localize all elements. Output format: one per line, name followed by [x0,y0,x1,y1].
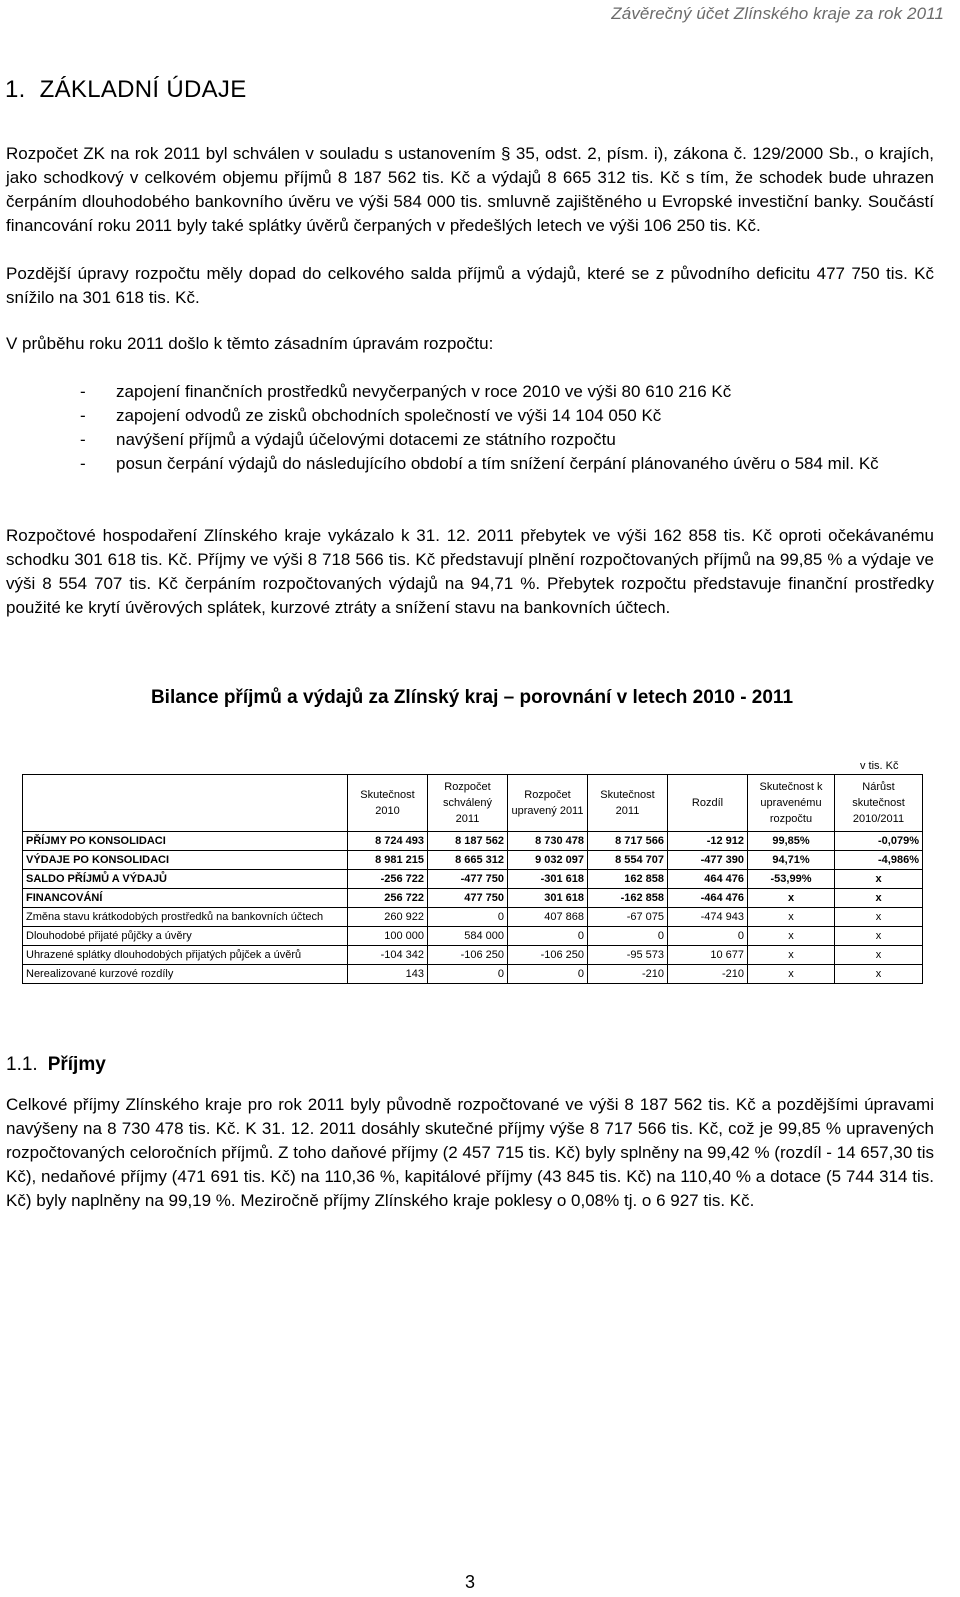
table-cell: 99,85% [748,832,835,851]
table-cell: 464 476 [668,870,748,889]
table-cell: -210 [588,965,668,984]
table-cell: 0 [428,965,508,984]
table-cell: 10 677 [668,946,748,965]
table-cell: 8 554 707 [588,851,668,870]
table-unit: v tis. Kč [860,760,899,772]
table-cell: -12 912 [668,832,748,851]
table-cell: 8 665 312 [428,851,508,870]
table-row [23,851,923,870]
section-heading [5,76,247,104]
table-cell: 8 981 215 [348,851,428,870]
table-header-cell: Skutečnost k upravenému rozpočtu [748,775,835,832]
paragraph-budget-result: Rozpočtové hospodaření Zlínského kraje vykázalo k 31. 12. 2011 přebytek ve výši 162 858 tis. Kč oproti očekávanému schodku 301 618 tis. Kč. Příjmy ve výši 8 718 566 tis. Kč představují plnění rozpočtovaných příjmů na 99,85 % a výdaje ve výši 8 554 707 tis. Kč čerpáním rozpočtovaných výdajů na 94,71 %. Přebytek rozpočtu představuje finanční prostředky použité ke krytí úvěrových splátek, kurzové ztráty a snížení stavu na bankovních účtech. [6,526,934,617]
table-cell: -477 750 [428,870,508,889]
table-cell: 0 [508,927,588,946]
table-row [23,908,923,927]
table-header-cell: Rozpočet upravený 2011 [508,775,588,832]
row-label: VÝDAJE PO KONSOLIDACI [23,851,348,870]
page-number: 3 [465,1572,476,1592]
table-cell: 407 868 [508,908,588,927]
table-row [23,965,923,984]
balance-table [22,774,923,984]
row-label: SALDO PŘÍJMŮ A VÝDAJŮ [23,870,348,889]
table-row [23,927,923,946]
table-cell: -464 476 [668,889,748,908]
table-cell: 0 [508,965,588,984]
row-label: PŘÍJMY PO KONSOLIDACI [23,832,348,851]
list-item: - navýšení příjmů a výdajů účelovými dotacemi ze státního rozpočtu [6,428,934,452]
table-header-cell [23,775,348,832]
table-header-cell: Nárůst skutečnost 2010/2011 [835,775,923,832]
table-cell: -477 390 [668,851,748,870]
paragraph-revenue: Celkové příjmy Zlínského kraje pro rok 2011 byly původně rozpočtované ve výši 8 187 562 tis. Kč a pozdějšími úpravami navýšeny na 8 730 478 tis. Kč. K 31. 12. 2011 dosáhly skutečné příjmy výše 8 717 566 tis. Kč, což je 99,85 % upravených rozpočtovaných celoročních příjmů. Z toho daňové příjmy (2 457 715 tis. Kč) byly splněny na 99,42 % (rozdíl - 14 657,30 tis Kč), nedaňové příjmy (471 691 tis. Kč) na 110,36 %, kapitálové příjmy (43 845 tis. Kč) na 110,40 % a dotace (5 744 314 tis. Kč) byly naplněny na 99,19 %. Meziročně příjmy Zlínského kraje poklesy o 0,08% tj. o 6 927 tis. Kč. [6,1095,934,1210]
table-cell: -104 342 [348,946,428,965]
table-cell: 0 [668,927,748,946]
table-cell: 8 187 562 [428,832,508,851]
table-cell: x [835,946,923,965]
table-cell: 584 000 [428,927,508,946]
subsection-heading [6,1054,106,1076]
table-cell: 162 858 [588,870,668,889]
table-cell: x [835,889,923,908]
table-cell: -106 250 [508,946,588,965]
table-cell: 0 [588,927,668,946]
paragraph-budget-changes: Pozdější úpravy rozpočtu měly dopad do celkového salda příjmů a výdajů, které se z původního deficitu 477 750 tis. Kč snížilo na 301 618 tis. Kč. [6,264,934,307]
table-cell: -301 618 [508,870,588,889]
table-cell: x [748,889,835,908]
table-cell: x [835,908,923,927]
list-item: - zapojení odvodů ze zisků obchodních společností ve výši 14 104 050 Kč [6,404,934,428]
table-cell: -0,079% [835,832,923,851]
table-cell: -256 722 [348,870,428,889]
table-cell: x [748,946,835,965]
table-cell: -162 858 [588,889,668,908]
paragraph-adjustments-intro: V průběhu roku 2011 došlo k těmto zásadním úpravám rozpočtu: [6,334,494,353]
table-row [23,889,923,908]
row-label: Dlouhodobé přijaté půjčky a úvěry [23,927,348,946]
table-cell: -53,99% [748,870,835,889]
row-label: FINANCOVÁNÍ [23,889,348,908]
table-cell: 260 922 [348,908,428,927]
row-label: Nerealizované kurzové rozdíly [23,965,348,984]
table-row [23,832,923,851]
table-cell: x [748,965,835,984]
table-cell: 9 032 097 [508,851,588,870]
list-dash: - [80,454,86,473]
table-cell: 8 730 478 [508,832,588,851]
table-cell: 94,71% [748,851,835,870]
table-row [23,870,923,889]
table-cell: 100 000 [348,927,428,946]
table-cell: 143 [348,965,428,984]
table-cell: -4,986% [835,851,923,870]
table-header-cell: Rozdíl [668,775,748,832]
table-cell: x [835,965,923,984]
list-dash: - [80,382,86,401]
table-title: Bilance příjmů a výdajů za Zlínský kraj – porovnání v letech 2010 - 2011 [150,687,794,708]
table-header-cell: Rozpočet schválený 2011 [428,775,508,832]
table-cell: x [748,927,835,946]
table-cell: 301 618 [508,889,588,908]
table-header-row [23,775,923,832]
table-header-cell: Skutečnost 2010 [348,775,428,832]
table-cell: -95 573 [588,946,668,965]
list-dash: - [80,406,86,425]
subsection-number: 1.1. [6,1054,38,1075]
section-number: 1. [5,76,26,103]
row-label: Uhrazené splátky dlouhodobých přijatých půjček a úvěrů [23,946,348,965]
table-cell: 0 [428,908,508,927]
table-cell: x [748,908,835,927]
table-cell: 8 717 566 [588,832,668,851]
table-row [23,946,923,965]
table-cell: 8 724 493 [348,832,428,851]
row-label: Změna stavu krátkodobých prostředků na bankovních účtech [23,908,348,927]
adjustments-list [6,380,934,476]
table-cell: 256 722 [348,889,428,908]
section-title: ZÁKLADNÍ ÚDAJE [39,76,247,103]
table-cell: 477 750 [428,889,508,908]
table-body [23,832,923,984]
table-cell: -474 943 [668,908,748,927]
table-cell: x [835,870,923,889]
list-item: - zapojení finančních prostředků nevyčerpaných v roce 2010 ve výši 80 610 216 Kč [6,380,934,404]
subsection-title: Příjmy [47,1054,106,1075]
table-header-cell: Skutečnost 2011 [588,775,668,832]
table-cell: -210 [668,965,748,984]
list-dash: - [80,430,86,449]
paragraph-budget-approval: Rozpočet ZK na rok 2011 byl schválen v souladu s ustanovením § 35, odst. 2, písm. i), zákona č. 129/2000 Sb., o krajích, jako schodkový v celkovém objemu příjmů 8 187 562 tis. Kč a výdajů 8 665 312 tis. Kč s tím, že schodek bude uhrazen čerpáním dlouhodobého bankovního úvěru ve výši 584 000 tis. smluvně zajištěného u Evropské investiční banky. Součástí financování roku 2011 byly také splátky úvěrů čerpaných v předešlých letech ve výši 106 250 tis. Kč. [6,144,934,235]
table-cell: -106 250 [428,946,508,965]
table-cell: -67 075 [588,908,668,927]
running-header: Závěrečný účet Zlínského kraje za rok 2011 [611,4,944,23]
list-item: - posun čerpání výdajů do následujícího období a tím snížení čerpání plánovaného úvěru o 584 mil. Kč [6,452,934,476]
table-cell: x [835,927,923,946]
